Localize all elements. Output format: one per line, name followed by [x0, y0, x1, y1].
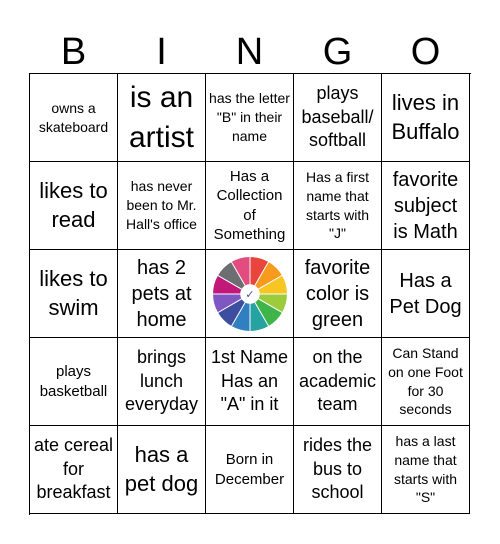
bingo-cell[interactable]: Has a Collection of Something: [206, 162, 294, 250]
bingo-cell[interactable]: Has a Pet Dog: [382, 250, 470, 338]
bingo-cell[interactable]: 1st Name Has an "A" in it: [206, 338, 294, 426]
bingo-cell[interactable]: Can Stand on one Foot for 30 seconds: [382, 338, 470, 426]
bingo-cell[interactable]: likes to read: [30, 162, 118, 250]
free-space-cell[interactable]: [206, 250, 294, 338]
bingo-cell[interactable]: has 2 pets at home: [118, 250, 206, 338]
header-letter-i: I: [156, 31, 168, 73]
bingo-cell[interactable]: owns a skateboard: [30, 74, 118, 162]
bingo-cell[interactable]: has a pet dog: [118, 426, 206, 514]
bingo-cell[interactable]: plays basketball: [30, 338, 118, 426]
bingo-cell[interactable]: on the academic team: [294, 338, 382, 426]
bingo-card: [29, 73, 471, 515]
bingo-cell[interactable]: has a last name that starts with "S": [382, 426, 470, 514]
wheel-center-label: ✓: [244, 287, 255, 301]
bingo-cell[interactable]: ate cereal for breakfast: [30, 426, 118, 514]
bingo-cell[interactable]: is an artist: [118, 74, 206, 162]
bingo-cell[interactable]: likes to swim: [30, 250, 118, 338]
header-letter-g: G: [322, 31, 354, 73]
bingo-cell[interactable]: lives in Buffalo: [382, 74, 470, 162]
color-wheel-icon: [211, 255, 289, 333]
bingo-cell[interactable]: favorite subject is Math: [382, 162, 470, 250]
bingo-cell[interactable]: has the letter "B" in their name: [206, 74, 294, 162]
header-letter-b: B: [60, 31, 88, 73]
bingo-cell[interactable]: favorite color is green: [294, 250, 382, 338]
bingo-cell[interactable]: plays baseball/ softball: [294, 74, 382, 162]
bingo-cell[interactable]: Born in December: [206, 426, 294, 514]
bingo-cell[interactable]: rides the bus to school: [294, 426, 382, 514]
bingo-cell[interactable]: has never been to Mr. Hall's office: [118, 162, 206, 250]
bingo-header: [30, 28, 470, 76]
header-letter-n: N: [235, 31, 265, 73]
bingo-cell[interactable]: brings lunch everyday: [118, 338, 206, 426]
bingo-cell[interactable]: Has a first name that starts with "J": [294, 162, 382, 250]
header-letter-o: O: [410, 31, 442, 73]
